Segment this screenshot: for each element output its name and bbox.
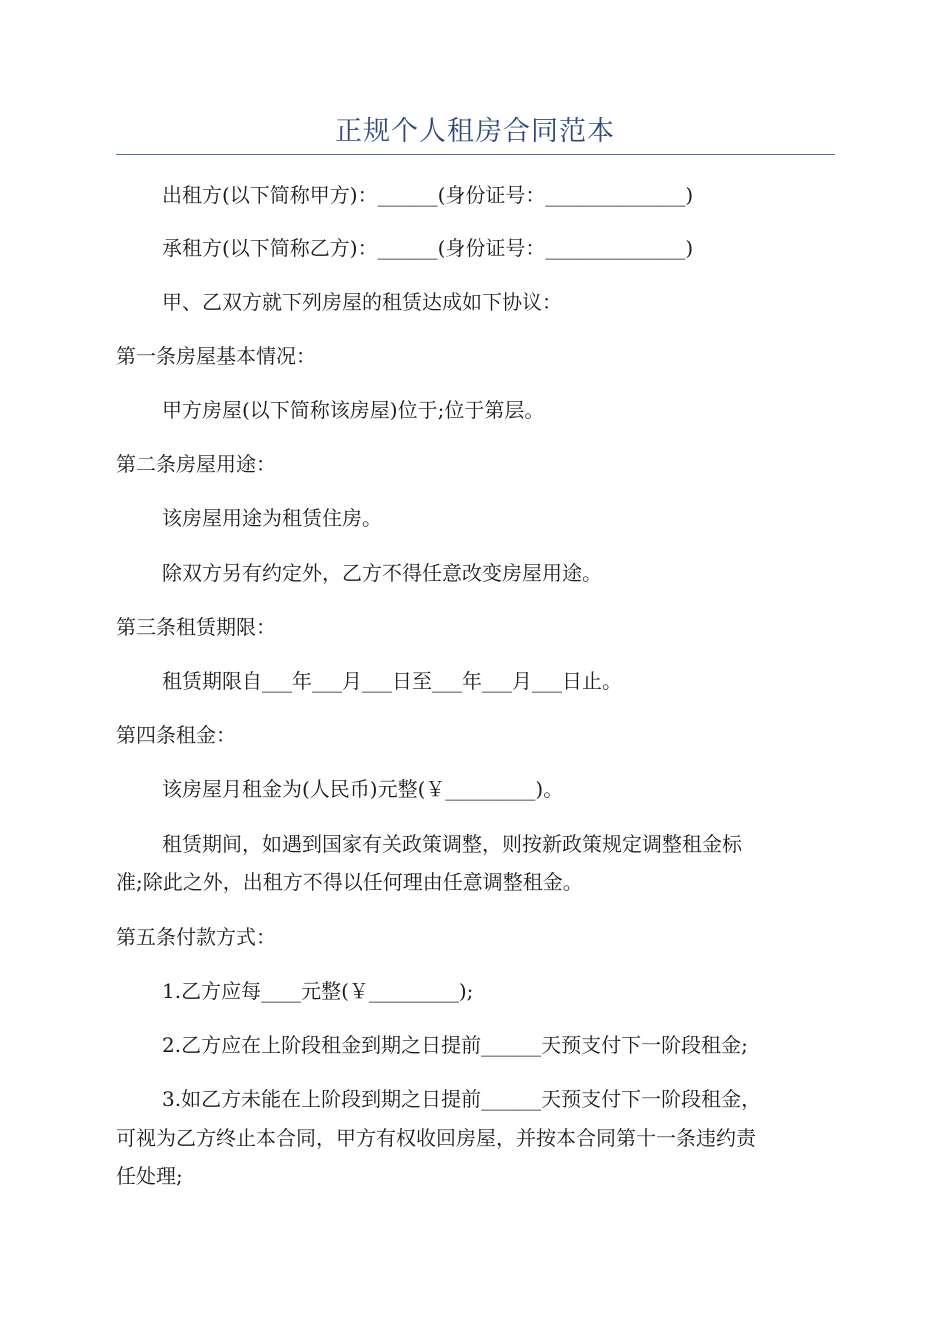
article-4-text-2-line-1: 租赁期间，如遇到国家有关政策调整，则按新政策规定调整租金标 — [162, 832, 742, 856]
article-5-item-1: 1.乙方应每____元整(￥_________); — [162, 979, 474, 1003]
article-4-text-1: 该房屋月租金为(人民币)元整(￥_________)。 — [162, 777, 564, 801]
article-4-text-2-line-2: 准;除此之外，出租方不得以任何理由任意调整租金。 — [116, 870, 583, 894]
article-5-item-3-line-1: 3.如乙方未能在上阶段到期之日提前______天预支付下一阶段租金， — [162, 1087, 762, 1111]
agreement-intro: 甲、乙双方就下列房屋的租赁达成如下协议： — [162, 290, 562, 314]
lessee-line: 承租方(以下简称乙方)：______(身份证号：______________) — [162, 236, 694, 260]
article-5-heading: 第五条付款方式： — [116, 925, 276, 949]
article-2-text-1: 该房屋用途为租赁住房。 — [162, 506, 382, 530]
document-title: 正规个人租房合同范本 — [335, 116, 615, 147]
article-4-heading: 第四条租金： — [116, 723, 236, 747]
lessor-line: 出租方(以下简称甲方)：______(身份证号：______________) — [162, 183, 694, 207]
article-5-item-2: 2.乙方应在上阶段租金到期之日提前______天预支付下一阶段租金; — [162, 1033, 748, 1057]
article-5-item-3-line-3: 任处理; — [116, 1164, 183, 1188]
article-2-heading: 第二条房屋用途： — [116, 452, 276, 476]
article-1-text: 甲方房屋(以下简称该房屋)位于;位于第层。 — [162, 398, 545, 422]
article-1-heading: 第一条房屋基本情况： — [116, 344, 316, 368]
title-underline — [116, 154, 835, 155]
article-3-heading: 第三条租赁期限： — [116, 615, 276, 639]
article-3-text: 租赁期限自___年___月___日至___年___月___日止。 — [162, 669, 622, 693]
article-2-text-2: 除双方另有约定外，乙方不得任意改变房屋用途。 — [162, 561, 602, 585]
article-5-item-3-line-2: 可视为乙方终止本合同，甲方有权收回房屋，并按本合同第十一条违约责 — [116, 1126, 756, 1150]
